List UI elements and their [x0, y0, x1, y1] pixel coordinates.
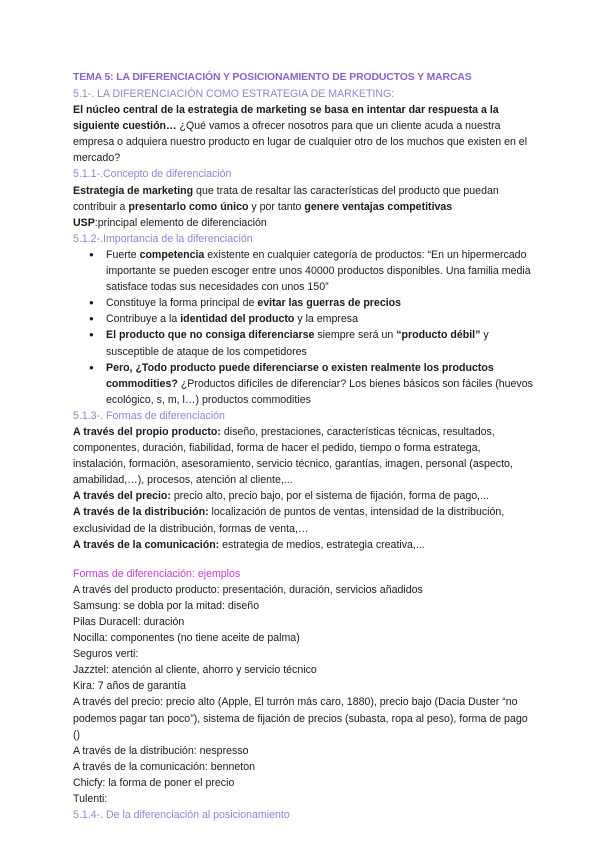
document-title: TEMA 5: LA DIFERENCIACIÓN Y POSICIONAMIENTO DE PRODUCTOS Y MARCAS: [73, 72, 472, 83]
example-line: Seguros verti:: [73, 648, 139, 661]
forma-precio: A través del precio: precio alto, precio bajo, por el sistema de fijación, forma de pago,...: [73, 490, 489, 503]
example-line: A través de la distribución: nespresso: [73, 744, 249, 757]
section-5-1-heading: 5.1-. LA DIFERENCIACIÓN COMO ESTRATEGIA DE MARKETING:: [73, 88, 395, 100]
list-item: ● Contribuye a la identidad del producto y la empresa: [100, 311, 535, 327]
forma-comunicacion: A través de la comunicación: estrategia de medios, estrategia creativa,...: [73, 538, 425, 551]
document-page: [73, 70, 535, 823]
section-5-1-4-heading: 5.1.4-. De la diferenciación al posicionamiento: [73, 809, 290, 822]
example-line: Chicfy: la forma de poner el precio: [73, 776, 235, 789]
section-5-1-2-heading: 5.1.2-.Importancia de la diferenciación: [73, 232, 253, 245]
examples-heading: Formas de diferenciación: ejemplos: [73, 567, 241, 580]
forma-distribucion: A través de la distribución: localización de puntos de ventas, intensidad de la distribución, exclusividad de la distribución, formas de venta,…: [73, 506, 505, 535]
example-line: Samsung: se dobla por la mitad: diseño: [73, 599, 260, 612]
example-line: A través del producto producto: presentación, duración, servicios añadidos: [73, 583, 423, 596]
example-line: Pilas Duracell: duración: [73, 616, 185, 628]
example-line: Tulenti:: [73, 793, 108, 806]
importance-list: [73, 247, 535, 408]
example-line: Jazztel: atención al cliente, ahorro y servicio técnico: [73, 664, 317, 677]
forma-producto: A través del propio producto: diseño, prestaciones, características técnicas, resultados, componentes, duración, fiabilidad, forma de hacer el pedido, tiempo o forma estratega, instalación, formación, asesoramiento, servicio técnico, garantías, imagen, personal (aspecto, amabilidad,…), procesos, atención al cliente,...: [73, 425, 513, 487]
usp-line: USP:principal elemento de diferenciación: [73, 216, 267, 229]
section-5-1-3-heading: 5.1.3-. Formas de diferenciación: [73, 409, 225, 422]
spacer: [73, 553, 535, 566]
example-line: Kira: 7 años de garantía: [73, 680, 187, 693]
list-item: ● Pero, ¿Todo producto puede diferenciarse o existen realmente los productos commodities? ¿Productos difíciles de diferenciar? Los bienes básicos son fáciles (huevos ecológico, s, m, l…) productos commodities: [100, 360, 535, 408]
list-item: ● El producto que no consiga diferenciarse siempre será un “producto débil” y susceptible de ataque de los competidores: [100, 327, 535, 359]
intro-paragraph: El núcleo central de la estrategia de marketing se basa en intentar dar respuesta a la siguiente cuestión… ¿Qué vamos a ofrecer nosotros para que un cliente acuda a nuestra empresa o adquiera nuestro producto en lugar de cualquier otro de los muchos que existen en el mercado?: [73, 104, 528, 165]
example-line: A través del precio: precio alto (Apple, El turrón más caro, 1880), precio bajo (Dacia Duster “no podemos pagar tan poco”), sistema de fijación de precios (subasta, ropa al peso), forma de pago (): [73, 696, 528, 741]
example-line: A través de la comunicación: benneton: [73, 760, 255, 773]
list-item: ● Constituye la forma principal de evitar las guerras de precios: [100, 295, 535, 311]
list-item: ● Fuerte competencia existente en cualquier categoría de productos: “En un hipermercado importante se pueden escoger entre unos 40000 productos disponibles. Una familia media satisface todas sus necesidades con unos 150”: [100, 247, 535, 295]
concept-paragraph: Estrategia de marketing que trata de resaltar las características del producto que puedan contribuir a presentarlo como único y por tanto genere ventajas competitivas: [73, 184, 499, 213]
example-line: Nocilla: componentes (no tiene aceite de palma): [73, 632, 300, 645]
section-5-1-1-heading: 5.1.1-.Concepto de diferenciación: [73, 168, 232, 181]
